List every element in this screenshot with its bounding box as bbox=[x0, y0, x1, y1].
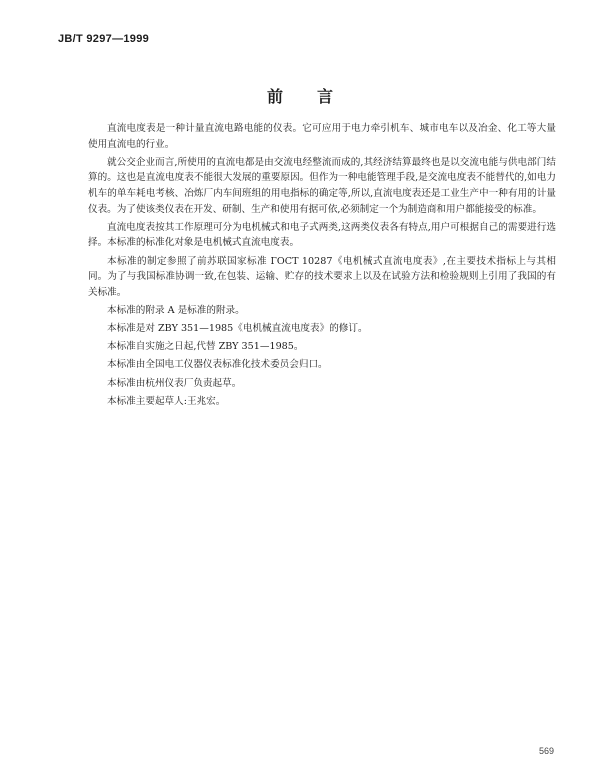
paragraph-intro: 直流电度表是一种计量直流电路电能的仪表。它可应用于电力牵引机车、城市电车以及冶金、化工等大量使用直流电的行业。 bbox=[88, 123, 556, 150]
paragraph-appendix: 本标准的附录 A 是标准的附录。 bbox=[107, 304, 245, 316]
paragraph-revision: 本标准是对 ZBY 351—1985《电机械直流电度表》的修订。 bbox=[107, 323, 368, 335]
standard-code: JB/T 9297—1999 bbox=[58, 33, 150, 45]
paragraph-committee: 本标准由全国电工仪器仪表标准化技术委员会归口。 bbox=[107, 359, 328, 371]
paragraph-replaces: 本标准自实施之日起,代替 ZBY 351—1985。 bbox=[107, 341, 304, 353]
page-number: 569 bbox=[538, 746, 554, 756]
paragraph-drafter-person: 本标准主要起草人:王兆宏。 bbox=[107, 395, 226, 407]
foreword-body bbox=[88, 121, 556, 412]
page-title: 前言 bbox=[266, 87, 367, 106]
paragraph-settlement: 就公交企业而言,所使用的直流电都是由交流电经整流而成的,其经济结算最终也是以交流电能与供电部门结算的。这也是直流电度表不能很大发展的重要原因。但作为一种电能管理手段,是交流电度表不能替代的,如电力机车的单车耗电考核、冶炼厂内车间班组的用电指标的确定等,所以,直流电度表还是工业生产中一种有用的计量仪表。为了使该类仪表在开发、研制、生产和使用有据可依,必须制定一个为制造商和用户都能接受的标准。 bbox=[88, 156, 556, 215]
paragraph-types: 直流电度表按其工作原理可分为电机械式和电子式两类,这两类仪表各有特点,用户可根据自己的需要进行选择。本标准的标准化对象是电机械式直流电度表。 bbox=[88, 221, 556, 249]
paragraph-reference: 本标准的制定参照了前苏联国家标准 ГОСТ 10287《电机械式直流电度表》,在主要技术指标上与其相同。为了与我国标准协调一致,在包装、运输、贮存的技术要求上以及在试验方法和检验规则上引用了我国的有关标准。 bbox=[88, 255, 556, 298]
paragraph-drafter-org: 本标准由杭州仪表厂负责起草。 bbox=[107, 377, 242, 389]
